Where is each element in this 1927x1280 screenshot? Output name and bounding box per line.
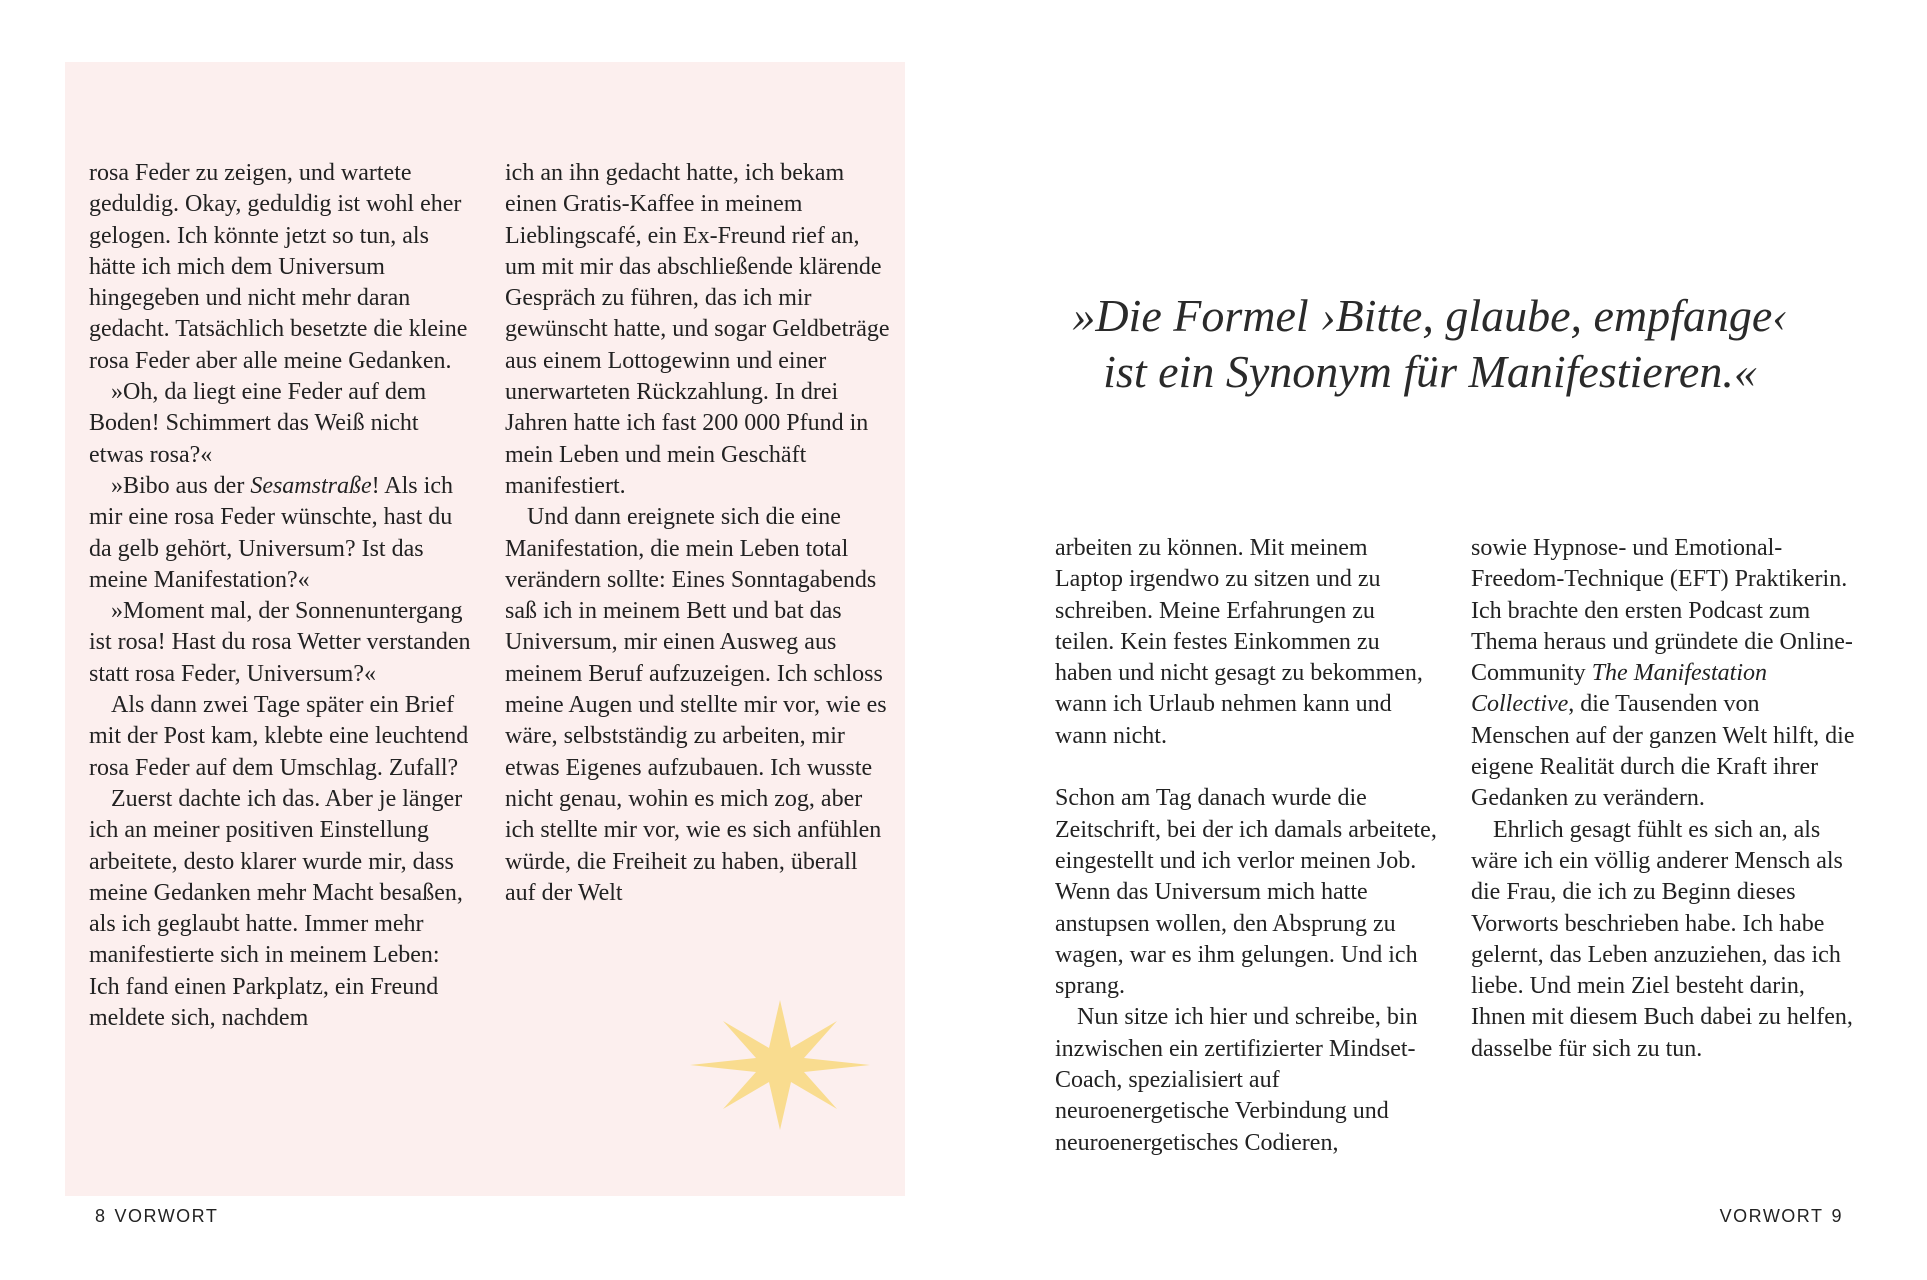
- paragraph: Zuerst dachte ich das. Aber je länger ich an meiner positiven Einstellung arbeitete, desto klarer wurde mir, dass meine Gedanken mehr Macht besaßen, als ich geglaubt hatte. Immer mehr manifestierte sich in meinem Leben: Ich fand einen Parkplatz, ein Freund meldete sich, nachdem: [89, 785, 463, 1032]
- footer-right: [1720, 1206, 1851, 1227]
- left-page-column-1: [89, 158, 474, 1034]
- paragraph: »Oh, da liegt eine Feder auf dem Boden! Schimmert das Weiß nicht etwas rosa?«: [89, 379, 427, 468]
- footer-left: [87, 1206, 218, 1227]
- pull-quote-line-1: »Die Formel ›Bitte, glaube, empfange‹: [1072, 290, 1788, 341]
- italic-title-manifestation-collective: The Manifestation Collective: [1471, 660, 1768, 718]
- paragraph: Und dann ereignete sich die eine Manifestation, die mein Leben total verändern sollte: Eines Sonntagabends saß ich in meinem Bett und bat das Universum, mir einen Ausweg aus meinem Beruf aufzuzeigen. Ich schloss meine Augen und stellte mir vor, wie es wäre, selbstständig zu arbeiten, mir etwas Eigenes aufzubauen. Ich wusste nicht genau, wohin es mich zog, aber ich stellte mir vor, wie es sich anfühlen würde, die Freiheit zu haben, überall auf der Welt: [505, 504, 887, 906]
- paragraph-text: sowie Hypnose- und Emotional-Freedom-Technique (EFT) Praktikerin. Ich brachte den ersten Podcast zum Thema heraus und gründete die Online-Community: [1471, 535, 1853, 687]
- paragraph: arbeiten zu können. Mit meinem Laptop irgendwo zu sitzen und zu schreiben. Meine Erfahrungen zu teilen. Kein festes Einkommen zu haben und nicht gesagt zu bekommen, wann ich Urlaub nehmen kann und wann nicht.: [1055, 535, 1423, 749]
- paragraph: Als dann zwei Tage später ein Brief mit der Post kam, klebte eine leuchtend rosa Feder auf dem Umschlag. Zufall?: [89, 692, 469, 781]
- italic-title-sesamstrasse: Sesamstraße: [250, 472, 372, 499]
- left-page-column-2: [505, 158, 890, 909]
- section-label: VORWORT: [1719, 1206, 1824, 1226]
- paragraph: [89, 471, 474, 596]
- pull-quote: [1030, 288, 1830, 400]
- right-page-column-2: [1471, 533, 1856, 1065]
- star-shape: [690, 1000, 870, 1130]
- paragraph: »Moment mal, der Sonnenuntergang ist rosa! Hast du rosa Wetter verstanden statt rosa Feder, Universum?«: [89, 598, 471, 687]
- star-decoration-icon: [690, 1000, 870, 1130]
- paragraph: ich an ihn gedacht hatte, ich bekam einen Gratis-Kaffee in meinem Lieblingscafé, ein Ex-Freund rief an, um mit mir das abschließende klärende Gespräch zu führen, das ich mir gewünscht hatte, und sogar Geldbeträge aus einem Lottogewinn und einer unerwarteten Rückzahlung. In drei Jahren hatte ich fast 200 000 Pfund in mein Leben und mein Geschäft manifestiert.: [505, 160, 890, 499]
- paragraph: Ehrlich gesagt fühlt es sich an, als wäre ich ein völlig anderer Mensch als die Frau, die ich zu Beginn dieses Vorworts beschrieben habe. Ich habe gelernt, das Leben anzuziehen, das ich liebe. Und mein Ziel besteht darin, Ihnen mit diesem Buch dabei zu helfen, dasselbe für sich zu tun.: [1471, 816, 1853, 1062]
- page-number: 8: [95, 1206, 107, 1226]
- section-label: VORWORT: [114, 1206, 219, 1226]
- paragraph: Schon am Tag danach wurde die Zeitschrift, bei der ich damals arbeitete, eingestellt und ich verlor meinen Job. Wenn das Universum mich hatte anstupsen wollen, den Absprung zu wagen, war es ihm gelungen. Und ich sprang.: [1055, 785, 1437, 1000]
- right-page-column-1: [1055, 533, 1440, 1159]
- paragraph-text: , die Tausenden von Menschen auf der ganzen Welt hilft, die eigene Realität durch die Kraft ihrer Gedanken zu verändern.: [1471, 691, 1855, 812]
- paragraph: [1471, 533, 1856, 815]
- paragraph-text: ! Als ich mir eine rosa Feder wünschte, hast du da gelb gehört, Universum? Ist das meine Manifestation?«: [89, 472, 453, 593]
- pull-quote-line-2: ist ein Synonym für Manifestieren.«: [1103, 346, 1757, 397]
- paragraph-text: »Bibo aus der: [111, 472, 251, 499]
- paragraph: Nun sitze ich hier und schreibe, bin inzwischen ein zertifizierter Mindset-Coach, spezialisiert auf neuroenergetische Verbindung und neuroenergetisches Codieren,: [1055, 1004, 1418, 1156]
- paragraph: rosa Feder zu zeigen, und wartete geduldig. Okay, geduldig ist wohl eher gelogen. Ich könnte jetzt so tun, als hätte ich mich dem Universum hingegeben und nicht mehr daran gedacht. Tatsächlich besetzte die kleine rosa Feder aber alle meine Gedanken.: [89, 160, 468, 374]
- page-number: 9: [1831, 1206, 1843, 1226]
